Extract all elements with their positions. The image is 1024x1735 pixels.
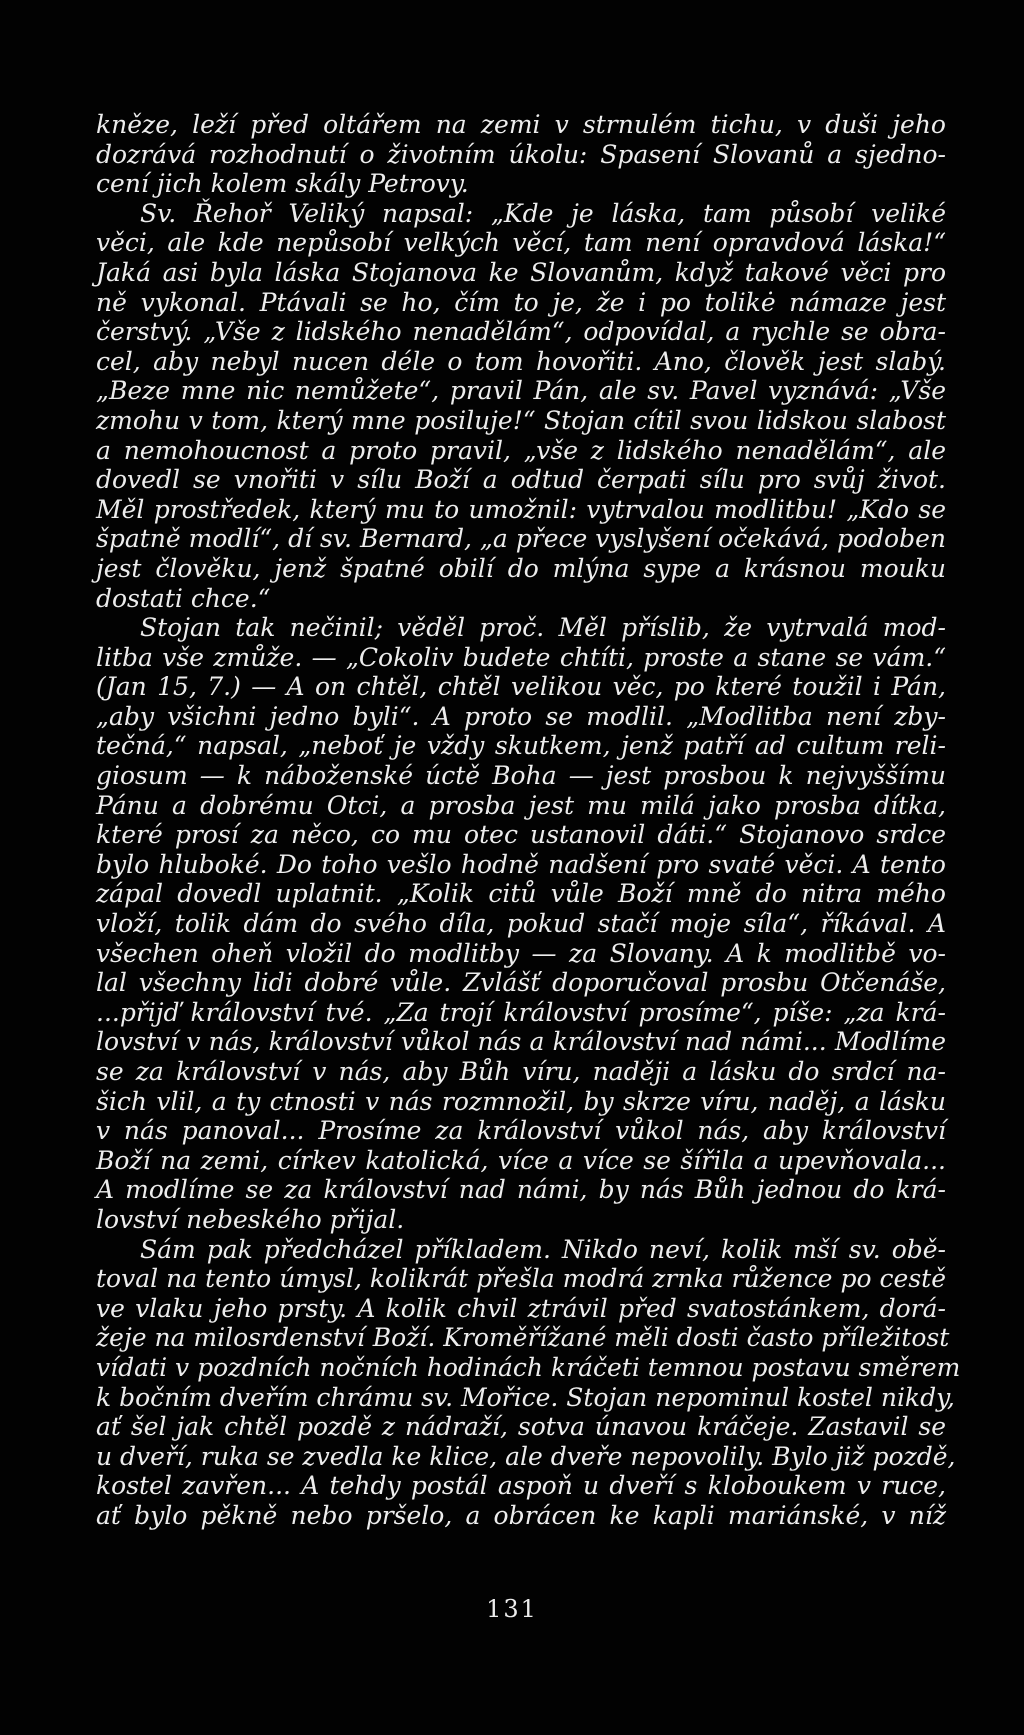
text-line: kostel zavřen... A tehdy postál aspoň u dveří s kloboukem v ruce,: [96, 1471, 946, 1501]
text-line: v nás panoval... Prosíme za království vůkol nás, aby království: [96, 1116, 946, 1146]
text-line: vloží, tolik dám do svého díla, pokud stačí moje síla“, říkával. A: [96, 909, 946, 939]
text-line: ať bylo pěkně nebo pršelo, a obrácen ke kapli mariánské, v níž: [96, 1500, 946, 1530]
text-line: jest člověku, jenž špatné obilí do mlýna sype a krásnou mouku: [96, 553, 946, 583]
text-line: všechen oheň vložil do modlitby — za Slovany. A k modlitbě vo-: [96, 938, 946, 968]
text-line: žeje na milosrdenství Boží. Kroměřížané měli dosti často příležitost: [96, 1323, 950, 1353]
text-line: dozrává rozhodnutí o životním úkolu: Spasení Slovanů a sjedno-: [96, 139, 946, 169]
text-line: ...přijď království tvé. „Za trojí království prosíme“, píše: „za krá-: [96, 997, 946, 1027]
text-line: (Jan 15, 7.) — A on chtěl, chtěl velikou věc, po které toužil i Pán,: [96, 672, 946, 702]
text-line: cení jich kolem skály Petrovy.: [96, 169, 469, 199]
text-line: ve vlaku jeho prsty. A kolik chvil ztrávil před svatostánkem, dorá-: [96, 1293, 946, 1323]
text-line: giosum — k náboženské úctě Boha — jest prosbou k nejvyššímu: [96, 761, 946, 791]
text-line: šich vlil, a ty ctnosti v nás rozmnožil, by skrze víru, naděj, a lásku: [96, 1086, 946, 1116]
text-line: lovství v nás, království vůkol nás a království nad námi... Modlíme: [96, 1027, 946, 1057]
text-line: A modlíme se za království nad námi, by nás Bůh jednou do krá-: [96, 1175, 946, 1205]
text-line: špatně modlí“, dí sv. Bernard, „a přece vyslyšení očekává, podoben: [96, 524, 946, 554]
page-number: 131: [486, 1595, 538, 1623]
text-line: Měl prostředek, který mu to umožnil: vytrvalou modlitbu! „Kdo se: [96, 494, 946, 524]
text-line: k bočním dveřím chrámu sv. Mořice. Stojan nepominul kostel nikdy,: [96, 1382, 955, 1412]
text-line: u dveří, ruka se zvedla ke klice, ale dveře nepovolily. Bylo již pozdě,: [96, 1441, 956, 1471]
text-line: toval na tento úmysl, kolikrát přešla modrá zrnka růžence po cestě: [96, 1264, 946, 1294]
text-line: tečná,“ napsal, „neboť je vždy skutkem, jenž patří ad cultum reli-: [96, 731, 946, 761]
text-line: lal všechny lidi dobré vůle. Zvlášť doporučoval prosbu Otčenáše,: [96, 968, 946, 998]
text-line: kněze, leží před oltářem na zemi v strnulém tichu, v duši jeho: [96, 110, 946, 139]
text-line: „aby všichni jedno byli“. A proto se modlil. „Modlitba není zby-: [96, 701, 946, 731]
body-text: [96, 110, 961, 1531]
text-line: které prosí za něco, co mu otec ustanovil dáti.“ Stojanovo srdce: [96, 820, 946, 850]
text-line: ať šel jak chtěl pozdě z nádraží, sotva únavou kráčeje. Zastavil se: [96, 1412, 946, 1442]
text-line: věci, ale kde nepůsobí velkých věcí, tam není opravdová láska!“: [96, 228, 946, 258]
text-line: cel, aby nebyl nucen déle o tom hovořiti. Ano, člověk jest slabý.: [96, 346, 946, 376]
text-line: ně vykonal. Ptávali se ho, čím to je, že i po tolikė námaze jest: [96, 287, 946, 317]
text-line: lovství nebeského přijal.: [96, 1204, 405, 1234]
text-line: se za království v nás, aby Bůh víru, naději a lásku do srdcí na-: [96, 1057, 946, 1086]
text-line: zmohu v tom, který mne posiluje!“ Stojan cítil svou lidskou slabost: [96, 405, 946, 435]
text-line: dostati chce.“: [96, 583, 271, 613]
text-line: čerstvý. „Vše z lidského nenadělám“, odpovídal, a rychle se obra-: [96, 317, 946, 347]
text-line: zápal dovedl uplatnit. „Kolik citů vůle Boží mně do nitra mého: [96, 879, 946, 909]
text-line: Sám pak předcházel příkladem. Nikdo neví, kolik mší sv. obě-: [140, 1234, 946, 1264]
text-line: Sv. Řehoř Veliký napsal: „Kde je láska, tam působí veliké: [140, 198, 946, 228]
text-line: Boží na zemi, církev katolická, více a více se šířila a upevňovala...: [96, 1145, 946, 1175]
text-line: Stojan tak nečinil; věděl proč. Měl příslib, že vytrvalá mod-: [140, 613, 946, 643]
text-line: Pánu a dobrému Otci, a prosba jest mu milá jako prosba dítka,: [96, 790, 946, 820]
text-line: dovedl se vnořiti v sílu Boží a odtud čerpati sílu pro svůj život.: [96, 465, 946, 495]
text-line: Jaká asi byla láska Stojanova ke Slovanům, když takové věci pro: [96, 257, 946, 287]
text-line: vídati v pozdních nočních hodinách kráčeti temnou postavu směrem: [96, 1352, 961, 1382]
text-line: bylo hluboké. Do toho vešlo hodně nadšení pro svaté věci. A tento: [96, 849, 946, 879]
text-line: a nemohoucnost a proto pravil, „vše z lidského nenadělám“, ale: [96, 435, 946, 465]
text-line: litba vše zmůže. — „Cokoliv budete chtíti, proste a stane se vám.“: [96, 642, 946, 672]
text-line: „Beze mne nic nemůžete“, pravil Pán, ale sv. Pavel vyznává: „Vše: [96, 376, 946, 406]
